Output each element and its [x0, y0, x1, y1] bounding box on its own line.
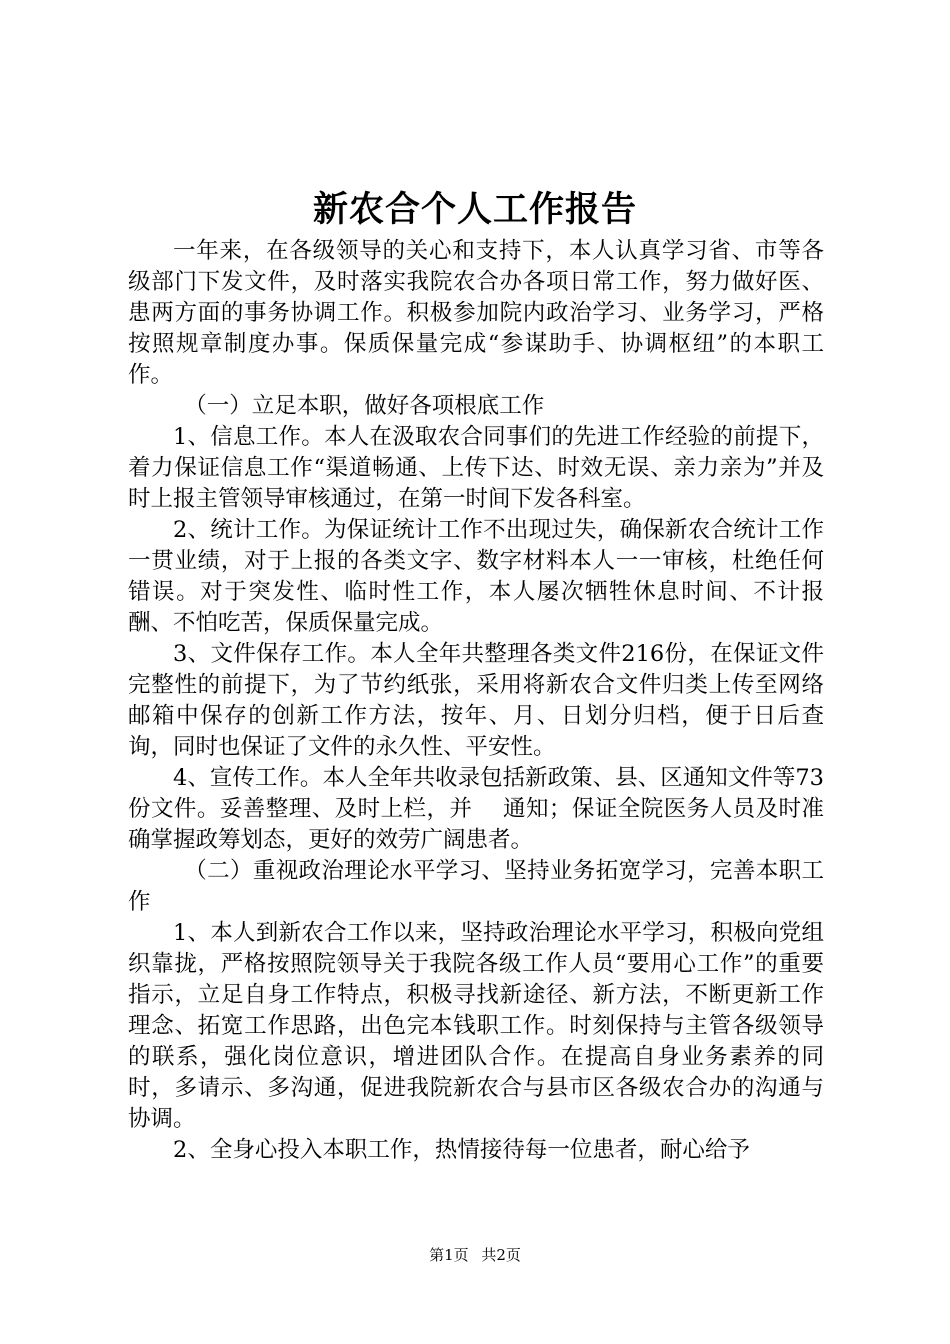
paragraph-info-work: 1、信息工作。本人在汲取农合同事们的先进工作经验的前提下，着力保证信息工作“渠道畅通、上传下达、时效无误、亲力亲为”并及时上报主管领导审核通过，在第一时间下发各科室。 [128, 424, 824, 512]
paragraph-statistics-work: 2、统计工作。为保证统计工作不出现过失，确保新农合统计工作一贯业绩，对于上报的各类文字、数字材料本人一一审核，杜绝任何错误。对于突发性、临时性工作，本人屡次牺牲休息时间、不计报酬、不怕吃苦，保质保量完成。 [128, 517, 824, 636]
paragraph-dedication: 2、全身心投入本职工作，热情接待每一位患者，耐心给予 [173, 1137, 750, 1163]
page-number: 第1页 [429, 1246, 469, 1264]
document-body [128, 236, 824, 1166]
section-heading-1: （一）立足本职，做好各项根底工作 [184, 393, 545, 419]
page-total: 共2页 [481, 1246, 521, 1264]
document-title: 新农合个人工作报告 [312, 189, 637, 230]
section-heading-2: （二）重视政治理论水平学习、坚持业务拓宽学习，完善本职工作 [128, 858, 824, 915]
paragraph-political-study: 1、本人到新农合工作以来，坚持政治理论水平学习，积极向党组织靠拢，严格按照院领导关于我院各级工作人员“要用心工作”的重要指示，立足自身工作特点，积极寻找新途径、新方法，不断更新工作理念、拓宽工作思路，出色完本钱职工作。时刻保持与主管各级领导的联系，强化岗位意识，增进团队合作。在提高自身业务素养的同时，多请示、多沟通，促进我院新农合与县市区各级农合办的沟通与协调。 [128, 920, 824, 1132]
paragraph-publicity-work: 4、宣传工作。本人全年共收录包括新政策、县、区通知文件等73份文件。妥善整理、及时上栏，并 通知；保证全院医务人员及时准确掌握政筹划态，更好的效劳广阔患者。 [128, 765, 824, 853]
paragraph-file-storage-work: 3、文件保存工作。本人全年共整理各类文件216份，在保证文件完整性的前提下，为了节约纸张，采用将新农合文件归类上传至网络邮箱中保存的创新工作方法，按年、月、日划分归档，便于日后查询，同时也保证了文件的永久性、平安性。 [128, 641, 824, 760]
paragraph-intro: 一年来，在各级领导的关心和支持下，本人认真学习省、市等各级部门下发文件，及时落实我院农合办各项日常工作，努力做好医、患两方面的事务协调工作。积极参加院内政治学习、业务学习，严格按照规章制度办事。保质保量完成“参谋助手、协调枢纽”的本职工作。 [128, 238, 824, 388]
page-footer [0, 1245, 950, 1265]
